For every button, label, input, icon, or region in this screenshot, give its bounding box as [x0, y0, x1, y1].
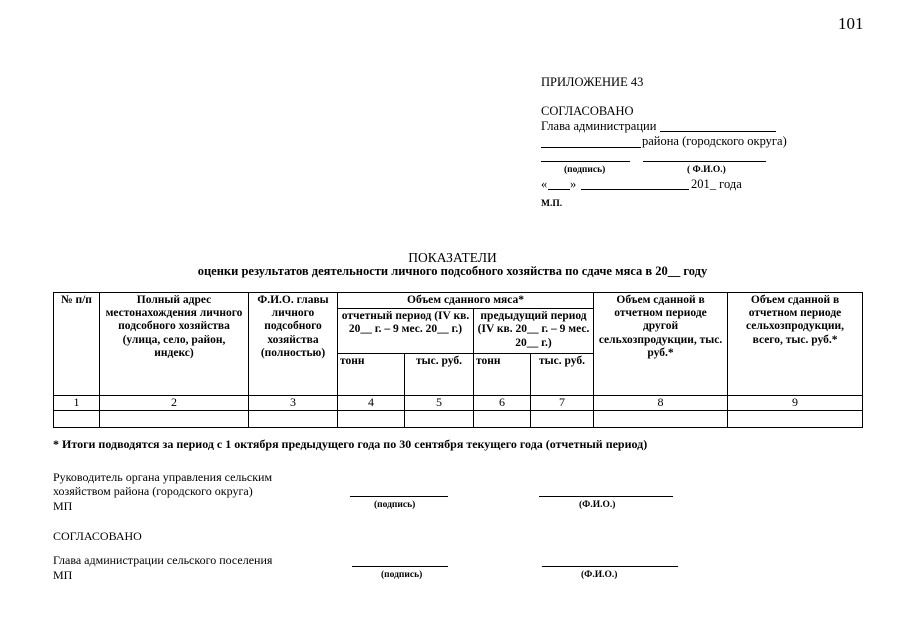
- date-close-quote: »: [570, 177, 577, 191]
- table-cell: [54, 411, 100, 428]
- col-number-2: 2: [100, 396, 249, 411]
- approved-label: СОГЛАСОВАНО: [541, 104, 634, 118]
- table-cell: [100, 411, 249, 428]
- fio-caption: ( Ф.И.О.): [687, 165, 726, 175]
- appendix-label: ПРИЛОЖЕНИЕ 43: [541, 75, 644, 89]
- table-cell: [728, 411, 863, 428]
- approved2-fio-line: [542, 566, 678, 567]
- head-fio-line: [539, 496, 673, 497]
- document-subtitle: оценки результатов деятельности личного подсобного хозяйства по сдаче мяса в 20__ году: [197, 264, 708, 278]
- col-number-4: 4: [338, 396, 405, 411]
- table-cell: [531, 411, 594, 428]
- col-number-9: 9: [728, 396, 863, 411]
- head-signature-line: [350, 496, 448, 497]
- table-cell: [474, 411, 531, 428]
- table-cell: [338, 411, 405, 428]
- head-admin-label: Глава администрации: [541, 119, 657, 133]
- header-fio: Ф.И.О. главы личного подсобного хозяйства (полностью): [249, 293, 338, 396]
- indicators-table: [53, 292, 863, 428]
- header-total-produce: Объем сданной в отчетном периоде сельхозпродукции, всего, тыс. руб.*: [728, 293, 863, 396]
- col-number-5: 5: [405, 396, 474, 411]
- header-tons-prev: тонн: [474, 354, 531, 396]
- col-number-1: 1: [54, 396, 100, 411]
- header-tons-report: тонн: [338, 354, 405, 396]
- head-block-mp: МП: [53, 499, 73, 513]
- table-row: [54, 411, 863, 428]
- header-rub-prev: тыс. руб.: [531, 354, 594, 396]
- col-number-7: 7: [531, 396, 594, 411]
- approved2-label: СОГЛАСОВАНО: [53, 529, 142, 543]
- stamp-mp: М.П.: [541, 199, 563, 209]
- header-address: Полный адрес местонахождения личного подсобного хозяйства (улица, село, район, индекс): [100, 293, 249, 396]
- date-day-line: [548, 189, 570, 190]
- signature-caption: (подпись): [564, 165, 606, 175]
- approved2-signature-caption: (подпись): [381, 570, 423, 580]
- header-report-period: отчетный период (IV кв. 20__ г. – 9 мес. 20__ г.): [338, 309, 474, 354]
- header-volume: Объем сданного мяса*: [338, 293, 594, 309]
- table-cell: [405, 411, 474, 428]
- col-number-6: 6: [474, 396, 531, 411]
- head-signature-caption: (подпись): [374, 500, 416, 510]
- table-cell: [594, 411, 728, 428]
- header-other-produce: Объем сданной в отчетном периоде другой сельхозпродукции, тыс. руб.*: [594, 293, 728, 396]
- approved2-mp: МП: [53, 568, 73, 582]
- district-label: района (городского округа): [642, 134, 787, 148]
- head-admin-line: [660, 131, 776, 132]
- document-title: ПОКАЗАТЕЛИ: [408, 250, 497, 265]
- header-rub-report: тыс. руб.: [405, 354, 474, 396]
- head-block-line1: Руководитель органа управления сельским: [53, 470, 273, 484]
- col-number-8: 8: [594, 396, 728, 411]
- col-number-3: 3: [249, 396, 338, 411]
- head-fio-caption: (Ф.И.О.): [579, 500, 616, 510]
- page-number: 101: [838, 14, 864, 33]
- table-cell: [249, 411, 338, 428]
- date-month-line: [581, 189, 689, 190]
- footnote: * Итоги подводятся за период с 1 октября предыдущего года по 30 сентября текущего года (отчетный период): [53, 437, 648, 451]
- fio-line: [643, 161, 766, 162]
- approved2-fio-caption: (Ф.И.О.): [581, 570, 618, 580]
- date-year: 201_ года: [691, 177, 742, 191]
- district-line: [541, 147, 641, 148]
- approved2-signature-line: [352, 566, 448, 567]
- approved2-line1: Глава администрации сельского поселения: [53, 553, 273, 567]
- head-block-line2: хозяйством района (городского округа): [53, 484, 253, 498]
- header-prev-period: предыдущий период (IV кв. 20__ г. – 9 мес. 20__ г.): [474, 309, 594, 354]
- header-num: № п/п: [54, 293, 100, 396]
- signature-line: [541, 161, 630, 162]
- date-open-quote: «: [541, 177, 548, 191]
